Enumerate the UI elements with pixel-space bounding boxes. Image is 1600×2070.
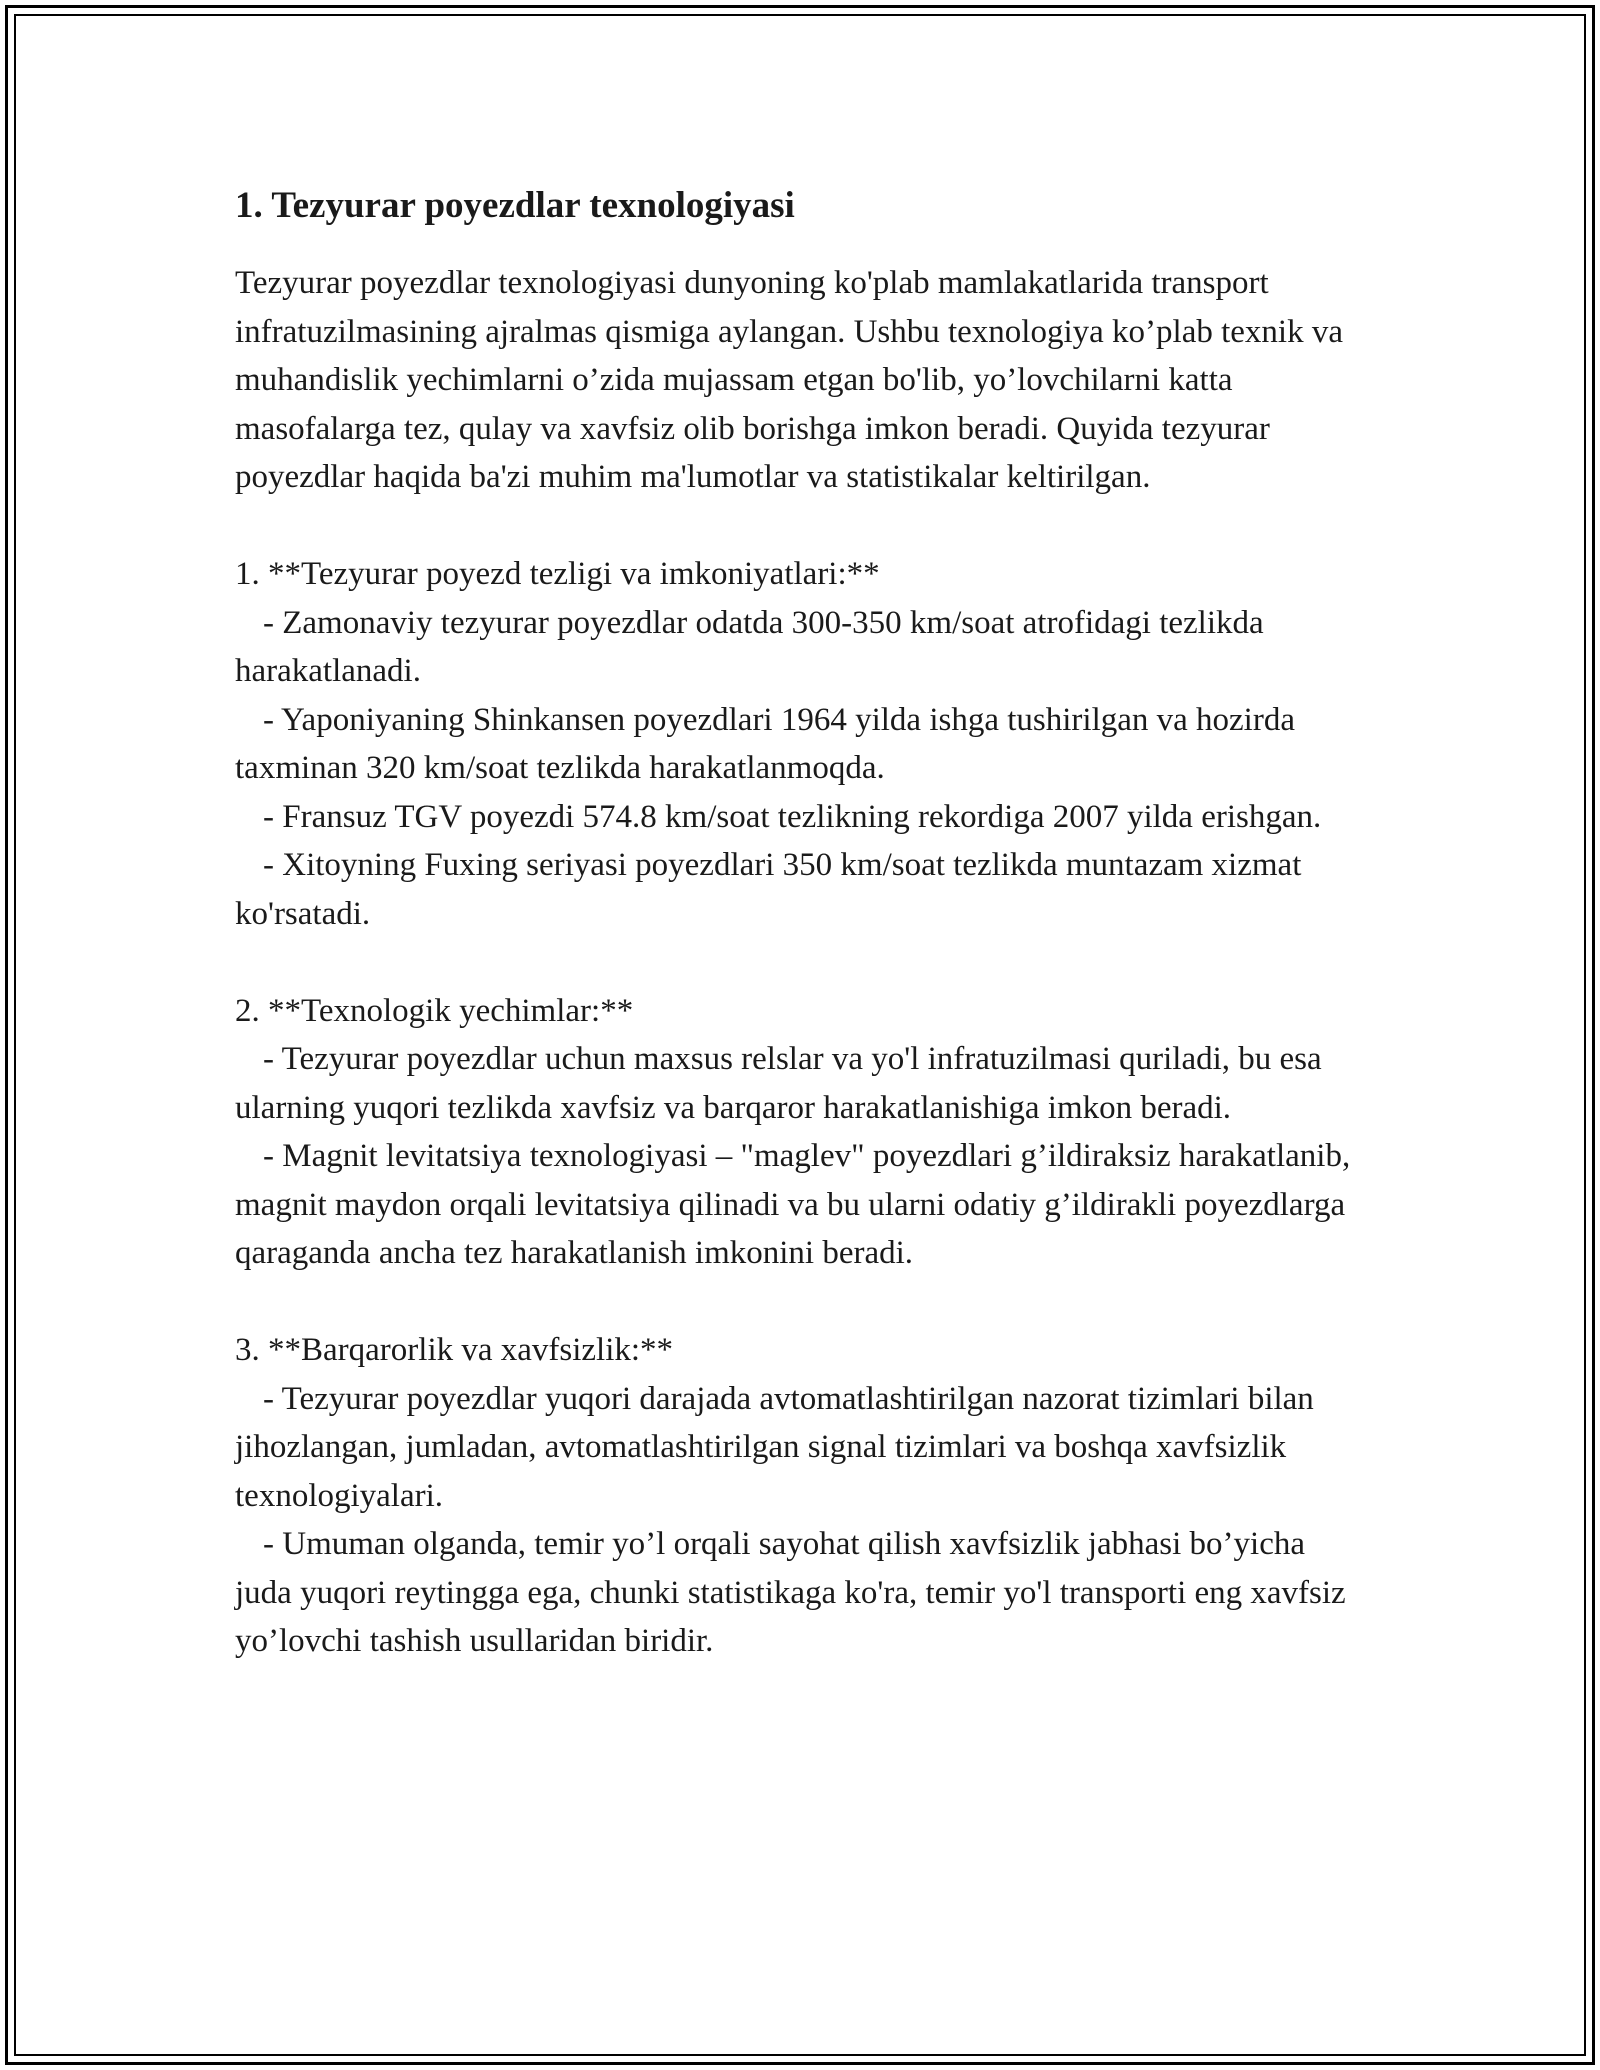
section-heading: 3. **Barqarorlik va xavfsizlik:**	[235, 1332, 674, 1368]
list-item: - Tezyurar poyezdlar yuqori darajada avtomatlashtirilgan nazorat tizimlari bilan jihozlangan, jumladan, avtomatlashtirilgan signal tizimlari va boshqa xavfsizlik texnologiyalari.	[235, 1380, 1314, 1514]
spacer	[235, 938, 1365, 987]
list-item: - Xitoyning Fuxing seriyasi poyezdlari 350 km/soat tezlikda muntazam xizmat ko'rsatadi.	[235, 847, 1302, 932]
list-item: - Tezyurar poyezdlar uchun maxsus relslar va yo'l infratuzilmasi quriladi, bu esa ularning yuqori tezlikda xavfsiz va barqaror harakatlanishiga imkon beradi.	[235, 1041, 1322, 1126]
section-heading: 1. **Tezyurar poyezd tezligi va imkoniyatlari:**	[235, 556, 880, 592]
spacer	[235, 502, 1365, 551]
list-item: - Yaponiyaning Shinkansen poyezdlari 1964 yilda ishga tushirilgan va hozirda taxminan 320 km/soat tezlikda harakatlanmoqda.	[235, 701, 1295, 786]
list-item: - Umuman olganda, temir yo’l orqali sayohat qilish xavfsizlik jabhasi bo’yicha juda yuqori reytingga ega, chunki statistikaga ko'ra, temir yo'l transporti eng xavfsiz yo’lovchi tashish usullaridan biridir.	[235, 1526, 1346, 1659]
list-item: - Fransuz TGV poyezdi 574.8 km/soat tezlikning rekordiga 2007 yilda erishgan.	[263, 798, 1322, 835]
section-technology	[235, 987, 1365, 1278]
section-heading: 2. **Texnologik yechimlar:**	[235, 992, 634, 1029]
list-item: - Zamonaviy tezyurar poyezdlar odatda 300-350 km/soat atrofidagi tezlikda harakatlanadi.	[235, 604, 1264, 689]
list-item: - Magnit levitatsiya texnologiyasi – "maglev" poyezdlari g’ildiraksiz harakatlanib, magnit maydon orqali levitatsiya qilinadi va bu ularni odatiy g’ildirakli poyezdlarga qaraganda ancha tez harakatlanish imkonini beradi.	[235, 1138, 1351, 1271]
section-safety	[235, 1326, 1365, 1666]
document-body	[235, 183, 1365, 1666]
intro-paragraph: Tezyurar poyezdlar texnologiyasi dunyoning ko'plab mamlakatlarida transport infratuzilmasining ajralmas qismiga aylangan. Ushbu texnologiya ko’plab texnik va muhandislik yechimlarni o’zida mujassam etgan bo'lib, yo’lovchilarni katta masofalarga tez, qulay va xavfsiz olib borishga imkon beradi. Quyida tezyurar poyezdlar haqida ba'zi muhim ma'lumotlar va statistikalar keltirilgan.	[235, 265, 1343, 495]
section-speed	[235, 550, 1365, 938]
document-title: 1. Tezyurar poyezdlar texnologiyasi	[235, 185, 795, 226]
spacer	[235, 1278, 1365, 1327]
